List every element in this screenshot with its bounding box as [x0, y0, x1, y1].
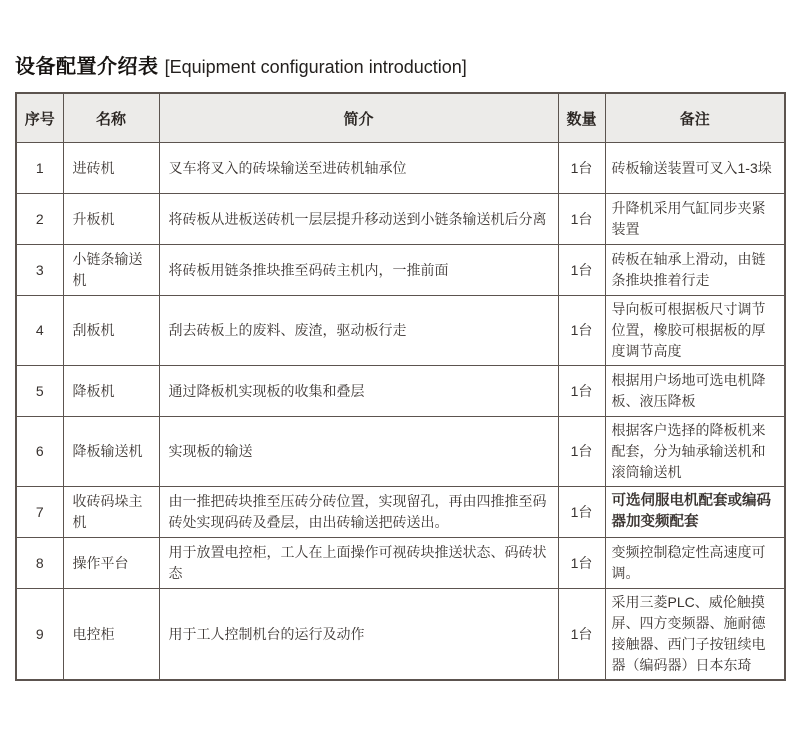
table-row: [16, 296, 785, 366]
cell-name: 进砖机: [63, 143, 159, 194]
cell-intro: 实现板的输送: [159, 417, 558, 487]
cell-no: 7: [16, 487, 63, 538]
cell-intro: 通过降板机实现板的收集和叠层: [159, 366, 558, 417]
cell-intro: 由一推把砖块推至压砖分砖位置，实现留孔，再由四推推至码砖处实现码砖及叠层，由出砖输送把砖送出。: [159, 487, 558, 538]
header-cell-no: 序号: [16, 93, 63, 143]
cell-qty: 1台: [558, 538, 605, 589]
cell-name: 降板输送机: [63, 417, 159, 487]
page-title-en: [Equipment configuration introduction]: [164, 57, 467, 77]
cell-name: 升板机: [63, 194, 159, 245]
page-title: [15, 50, 800, 79]
header-cell-qty: 数量: [558, 93, 605, 143]
cell-no: 2: [16, 194, 63, 245]
table-header-row: [16, 93, 785, 143]
cell-remark: 变频控制稳定性高速度可调。: [605, 538, 785, 589]
cell-no: 3: [16, 245, 63, 296]
header-cell-remark: 备注: [605, 93, 785, 143]
cell-remark: 砖板输送装置可叉入1-3垛: [605, 143, 785, 194]
cell-qty: 1台: [558, 366, 605, 417]
cell-intro: 刮去砖板上的废料、废渣，驱动板行走: [159, 296, 558, 366]
cell-no: 8: [16, 538, 63, 589]
table-row: [16, 589, 785, 681]
header-cell-name: 名称: [63, 93, 159, 143]
cell-remark: 采用三菱PLC、威伦触摸屏、四方变频器、施耐德接触器、西门子按钮续电器（编码器）日本东琦: [605, 589, 785, 681]
cell-remark: 砖板在轴承上滑动，由链条推块推着行走: [605, 245, 785, 296]
cell-no: 4: [16, 296, 63, 366]
page-title-zh: 设备配置介绍表: [15, 56, 159, 78]
table-row: [16, 366, 785, 417]
cell-qty: 1台: [558, 296, 605, 366]
header-cell-intro: 简介: [159, 93, 558, 143]
cell-no: 6: [16, 417, 63, 487]
equipment-config-table: [15, 92, 786, 681]
table-row: [16, 245, 785, 296]
cell-remark: 升降机采用气缸同步夹紧装置: [605, 194, 785, 245]
cell-remark: 根据用户场地可选电机降板、液压降板: [605, 366, 785, 417]
cell-qty: 1台: [558, 245, 605, 296]
cell-no: 9: [16, 589, 63, 681]
cell-qty: 1台: [558, 194, 605, 245]
table-row: [16, 487, 785, 538]
cell-intro: 用于放置电控柜，工人在上面操作可视砖块推送状态、码砖状态: [159, 538, 558, 589]
cell-remark: 导向板可根据板尺寸调节位置，橡胶可根据板的厚度调节高度: [605, 296, 785, 366]
cell-intro: 将砖板从进板送砖机一层层提升移动送到小链条输送机后分离: [159, 194, 558, 245]
cell-qty: 1台: [558, 143, 605, 194]
cell-intro: 用于工人控制机台的运行及动作: [159, 589, 558, 681]
table-row: [16, 417, 785, 487]
table-row: [16, 538, 785, 589]
cell-name: 小链条输送机: [63, 245, 159, 296]
table-row: [16, 194, 785, 245]
cell-name: 收砖码垛主机: [63, 487, 159, 538]
cell-name: 电控柜: [63, 589, 159, 681]
cell-name: 操作平台: [63, 538, 159, 589]
cell-name: 刮板机: [63, 296, 159, 366]
cell-name: 降板机: [63, 366, 159, 417]
cell-intro: 将砖板用链条推块推至码砖主机内，一推前面: [159, 245, 558, 296]
cell-no: 5: [16, 366, 63, 417]
cell-no: 1: [16, 143, 63, 194]
cell-qty: 1台: [558, 417, 605, 487]
cell-intro: 叉车将叉入的砖垛输送至进砖机轴承位: [159, 143, 558, 194]
cell-qty: 1台: [558, 487, 605, 538]
table-row: [16, 143, 785, 194]
cell-qty: 1台: [558, 589, 605, 681]
cell-remark: 根据客户选择的降板机来配套，分为轴承输送机和滚筒输送机: [605, 417, 785, 487]
cell-remark: 可选伺服电机配套或编码器加变频配套: [605, 487, 785, 538]
